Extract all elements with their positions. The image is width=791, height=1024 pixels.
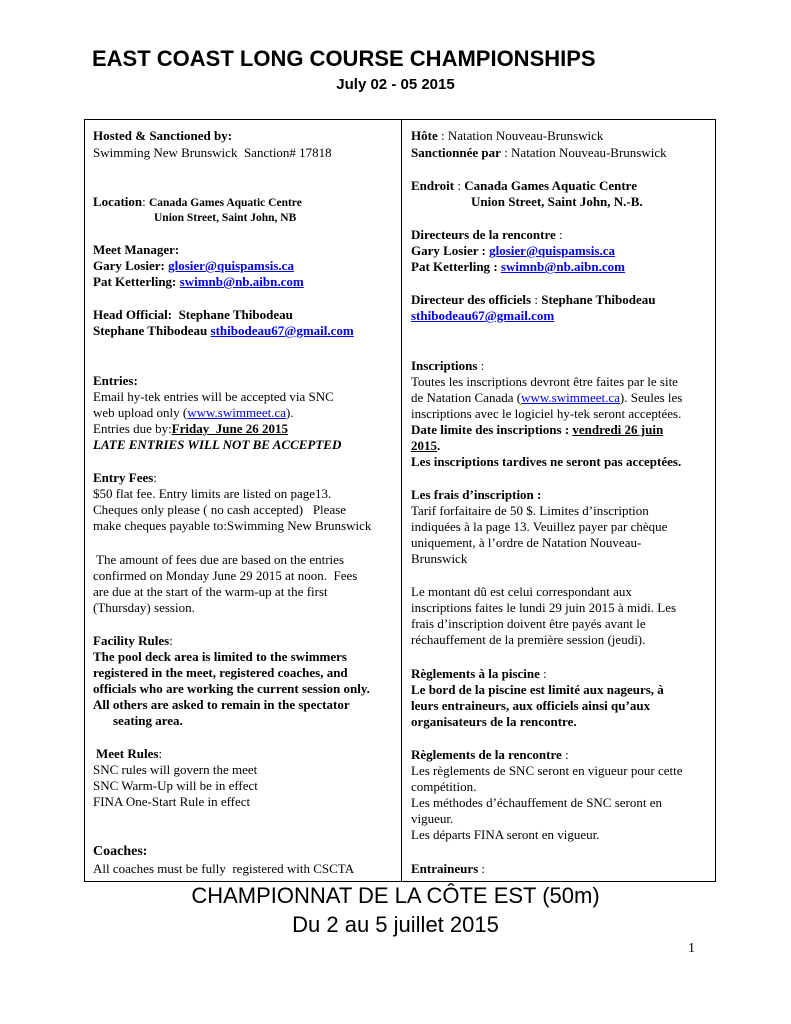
facility-heading: Facility Rules: bbox=[93, 633, 173, 648]
inscriptions-heading: Inscriptions : bbox=[411, 358, 485, 373]
frais-line1: Tarif forfaitaire de 50 $. Limites d’inscription bbox=[411, 503, 649, 518]
dir1-email-link[interactable]: glosier@quispamsis.ca bbox=[489, 243, 615, 258]
endroit-line2: Union Street, Saint John, N.-B. bbox=[471, 194, 643, 209]
frais-line3: uniquement, à l’ordre de Natation Nouveau- bbox=[411, 535, 642, 550]
french-title-line1: CHAMPIONNAT DE LA CÔTE EST (50m) bbox=[191, 883, 600, 908]
entries-due: Entries due by:Friday June 26 2015 bbox=[93, 421, 289, 436]
coaches-label: Coaches: bbox=[93, 844, 148, 859]
official-email-link[interactable]: sthibodeau67@gmail.com bbox=[210, 323, 354, 338]
piscine-line3: organisateurs de la rencontre. bbox=[411, 714, 577, 729]
hosted-label: Hosted & Sanctioned by: bbox=[93, 128, 233, 143]
manager1-row bbox=[93, 258, 294, 274]
document-title: EAST COAST LONG COURSE CHAMPIONSHIPS bbox=[92, 46, 596, 71]
french-title-line2: Du 2 au 5 juillet 2015 bbox=[292, 912, 499, 937]
official-name: Stephane Thibodeau bbox=[93, 323, 208, 338]
manager2-name: Pat Ketterling: bbox=[93, 274, 177, 289]
sanction-row: Sanctionnée par : Natation Nouveau-Brunswick bbox=[411, 145, 667, 160]
endroit-row: Endroit : Canada Games Aquatic Centre bbox=[411, 178, 637, 193]
manager2-row bbox=[93, 274, 304, 290]
facility-line4: All others are asked to remain in the spectator bbox=[93, 697, 350, 712]
manager2-email-link[interactable]: swimnb@nb.aibn.com bbox=[179, 274, 304, 289]
facility-line1: The pool deck area is limited to the swimmers bbox=[93, 649, 347, 664]
manager-label: Meet Manager: bbox=[93, 242, 180, 257]
montant-line2: inscriptions faites le lundi 29 juin 2015 à midi. Les bbox=[411, 600, 677, 615]
facility-line2: registered in the meet, registered coaches, and bbox=[93, 665, 348, 680]
document-date: July 02 - 05 2015 bbox=[336, 76, 455, 93]
directeurs-heading: Directeurs de la rencontre : bbox=[411, 227, 563, 242]
location-line2: Union Street, Saint John, NB bbox=[154, 212, 297, 224]
rencontre-line3: Les méthodes d’échauffement de SNC seront en bbox=[411, 795, 663, 810]
manager1-email-link[interactable]: glosier@quispamsis.ca bbox=[168, 258, 294, 273]
facility-line5: seating area. bbox=[113, 713, 183, 728]
insc-line3: inscriptions avec le logiciel hy-tek seront acceptées. bbox=[411, 406, 682, 421]
rules-line3: FINA One-Start Rule in effect bbox=[93, 794, 251, 809]
entries-line1: Email hy-tek entries will be accepted via SNC bbox=[93, 389, 334, 404]
rules-line1: SNC rules will govern the meet bbox=[93, 762, 258, 777]
officiels-email-link[interactable]: sthibodeau67@gmail.com bbox=[411, 308, 555, 323]
rencontre-line1: Les règlements de SNC seront en vigueur pour cette bbox=[411, 763, 683, 778]
fees-para2-line1: The amount of fees due are based on the entries bbox=[93, 552, 344, 567]
page-number: 1 bbox=[688, 941, 695, 956]
insc-swimmeet-link[interactable]: www.swimmeet.ca bbox=[521, 390, 620, 405]
piscine-heading: Règlements à la piscine : bbox=[411, 666, 547, 681]
fees-line3: make cheques payable to:Swimming New Brunswick bbox=[93, 518, 372, 533]
dir2-email-link[interactable]: swimnb@nb.aibn.com bbox=[500, 259, 625, 274]
hosted-value: Swimming New Brunswick Sanction# 17818 bbox=[93, 145, 332, 160]
frais-line4: Brunswick bbox=[411, 551, 468, 566]
fees-heading: Entry Fees: bbox=[93, 470, 157, 485]
piscine-line1: Le bord de la piscine est limité aux nageurs, à bbox=[411, 682, 664, 697]
montant-line4: réchauffement de la première session (jeudi). bbox=[411, 632, 646, 647]
montant-line1: Le montant dû est celui correspondant aux bbox=[411, 584, 632, 599]
insc-line2: de Natation Canada (www.swimmeet.ca). Seules les bbox=[411, 390, 683, 405]
location-label: Location bbox=[93, 194, 143, 209]
hote-row: Hôte : Natation Nouveau-Brunswick bbox=[411, 128, 604, 143]
date-limite-date: vendredi 26 juin bbox=[572, 422, 664, 437]
date-limite-year-row: 2015. bbox=[411, 438, 441, 453]
rules-heading: Meet Rules: bbox=[96, 746, 163, 761]
fees-para2-line3: are due at the start of the warm-up at the first bbox=[93, 584, 328, 599]
rules-line2: SNC Warm-Up will be in effect bbox=[93, 778, 258, 793]
coaches-line1: All coaches must be fully registered with CSCTA bbox=[93, 861, 355, 876]
rencontre-line2: compétition. bbox=[411, 779, 477, 794]
late-entries-notice: LATE ENTRIES WILL NOT BE ACCEPTED bbox=[93, 437, 342, 452]
dir2-row: Pat Ketterling : swimnb@nb.aibn.com bbox=[411, 259, 625, 274]
date-limite-row: Date limite des inscriptions : vendredi 26 juin bbox=[411, 422, 664, 437]
entries-label: Entries: bbox=[93, 373, 138, 388]
facility-line3: officials who are working the current session only. bbox=[93, 681, 370, 696]
insc-line1: Toutes les inscriptions devront être faites par le site bbox=[411, 374, 678, 389]
rencontre-line5: Les départs FINA seront en vigueur. bbox=[411, 827, 600, 842]
entraineurs-heading: Entraineurs : bbox=[411, 861, 486, 876]
fees-line1: $50 flat fee. Entry limits are listed on page13. bbox=[93, 486, 332, 501]
location-block: Location: Canada Games Aquatic Centre bbox=[93, 194, 302, 209]
entries-due-date: Friday June 26 2015 bbox=[171, 421, 289, 436]
fees-para2-line4: (Thursday) session. bbox=[93, 600, 195, 615]
fees-para2-line2: confirmed on Monday June 29 2015 at noon. Fees bbox=[93, 568, 358, 583]
officiels-row: Directeur des officiels : Stephane Thibodeau bbox=[411, 292, 656, 307]
rencontre-line4: vigueur. bbox=[411, 811, 454, 826]
official-label: Head Official: Stephane Thibodeau bbox=[93, 307, 293, 322]
tardives-notice: Les inscriptions tardives ne seront pas acceptées. bbox=[411, 454, 682, 469]
frais-line2: indiquées à la page 13. Veuillez payer par chèque bbox=[411, 519, 668, 534]
piscine-line2: leurs entraineurs, aux officiels ainsi qu’aux bbox=[411, 698, 651, 713]
montant-line3: frais d’inscription doivent être payés avant le bbox=[411, 616, 646, 631]
official-row bbox=[93, 323, 354, 339]
swimmeet-link[interactable]: www.swimmeet.ca bbox=[187, 405, 287, 420]
frais-heading: Les frais d’inscription : bbox=[411, 487, 542, 502]
dir1-row: Gary Losier : glosier@quispamsis.ca bbox=[411, 243, 615, 258]
entries-line2: web upload only (www.swimmeet.ca). bbox=[93, 405, 294, 420]
column-divider bbox=[401, 119, 402, 882]
rencontre-heading: Règlements de la rencontre : bbox=[411, 747, 569, 762]
fees-line2: Cheques only please ( no cash accepted) Please bbox=[93, 502, 347, 517]
manager1-name: Gary Losier: bbox=[93, 258, 165, 273]
location-line1: Canada Games Aquatic Centre bbox=[149, 197, 302, 209]
